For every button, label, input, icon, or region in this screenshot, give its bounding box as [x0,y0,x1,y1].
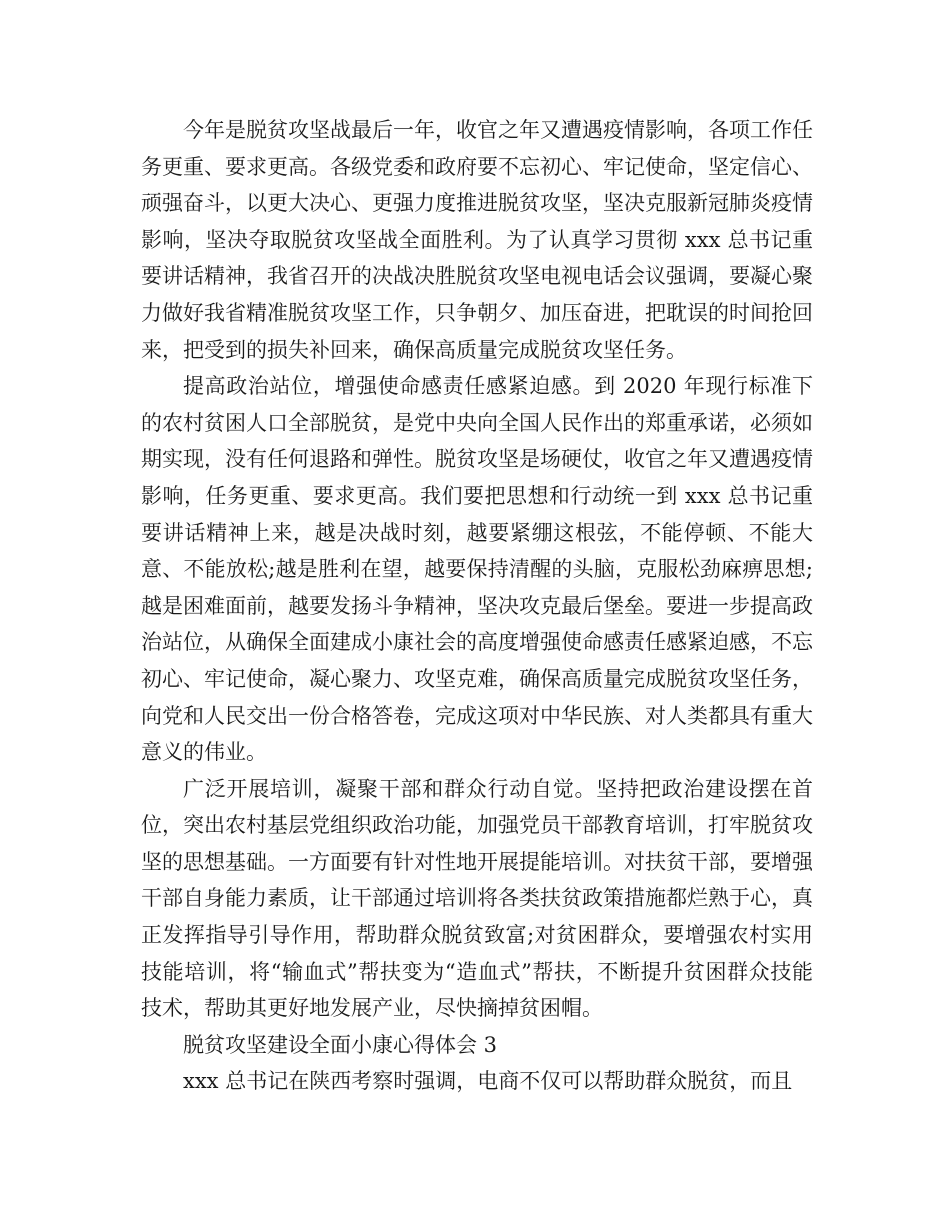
paragraph-1: 今年是脱贫攻坚战最后一年，收官之年又遭遇疫情影响，各项工作任务更重、要求更高。各级党委和政府要不忘初心、牢记使命，坚定信心、顽强奋斗，以更大决心、更强力度推进脱贫攻坚，坚决克服新冠肺炎疫情影响，坚决夺取脱贫攻坚战全面胜利。为了认真学习贯彻 xxx 总书记重要讲话精神，我省召开的决战决胜脱贫攻坚电视电话会议强调，要凝心聚力做好我省精准脱贫攻坚工作，只争朝夕、加压奋进，把耽误的时间抢回来，把受到的损失补回来，确保高质量完成脱贫攻坚任务。 [141,118,813,362]
paragraph-2: 提高政治站位，增强使命感责任感紧迫感。到 2020 年现行标准下的农村贫困人口全部脱贫，是党中央向全国人民作出的郑重承诺，必须如期实现，没有任何退路和弹性。脱贫攻坚是场硬仗，收官之年又遭遇疫情影响，任务更重、要求更高。我们要把思想和行动统一到 xxx 总书记重要讲话精神上来，越是决战时刻，越要紧绷这根弦，不能停顿、不能大意、不能放松;越是胜利在望，越要保持清醒的头脑，克服松劲麻痹思想;越是困难面前，越要发扬斗争精神，坚决攻克最后堡垒。要进一步提高政治站位，从确保全面建成小康社会的高度增强使命感责任感紧迫感，不忘初心、牢记使命，凝心聚力、攻坚克难，确保高质量完成脱贫攻坚任务，向党和人民交出一份合格答卷，完成这项对中华民族、对人类都具有重大意义的伟业。 [141,374,813,765]
paragraph-3: 广泛开展培训，凝聚干部和群众行动自觉。坚持把政治建设摆在首位，突出农村基层党组织政治功能，加强党员干部教育培训，打牢脱贫攻坚的思想基础。一方面要有针对性地开展提能培训。对扶贫干部，要增强干部自身能力素质，让干部通过培训将各类扶贫政策措施都烂熟于心，真正发挥指导引导作用，帮助群众脱贫致富;对贫困群众，要增强农村实用技能培训，将“输血式”帮扶变为“造血式”帮扶，不断提升贫困群众技能技术，帮助其更好地发展产业，尽快摘掉贫困帽。 [141,776,813,1021]
document-page [141,112,813,1100]
section-heading: 脱贫攻坚建设全面小康心得体会 3 [183,1032,498,1057]
paragraph-4: xxx 总书记在陕西考察时强调，电商不仅可以帮助群众脱贫，而且 [183,1069,793,1094]
